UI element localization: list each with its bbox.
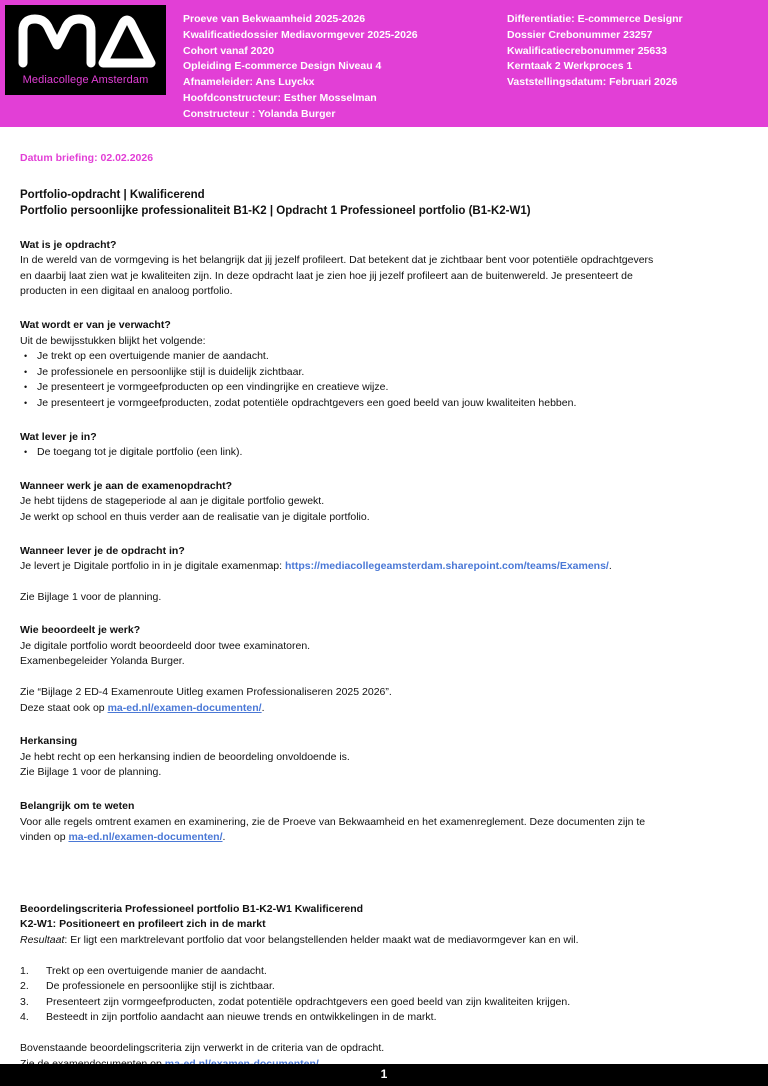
paragraph-line: producten in een digitaal en analoog portfolio.	[20, 285, 233, 298]
header-right-info	[507, 12, 683, 91]
list-number: 2.	[20, 980, 29, 993]
paragraph-line: In de wereld van de vormgeving is het belangrijk dat jij jezelf profileert. Dat betekent dat je zichtbaar bent voor potentiële opdrachtgevers	[20, 254, 654, 267]
document-body	[20, 151, 750, 1072]
section-heading: Wanneer lever je de opdracht in?	[20, 544, 185, 557]
text: .	[261, 701, 265, 714]
text: Je levert je Digitale portfolio in in je digitale examenmap:	[20, 560, 285, 573]
list-item: • Je presenteert je vormgeefproducten op een vindingrijke en creatieve wijze.	[20, 380, 750, 396]
assignment-title: Portfolio-opdracht | Kwalificerend	[20, 188, 205, 201]
paragraph-line: Zie “Bijlage 2 ED-4 Examenroute Uitleg examen Professionaliseren 2025 2026”.	[20, 686, 392, 699]
header-left-info	[183, 12, 418, 123]
section-heading: Herkansing	[20, 735, 78, 748]
mediacollege-logo	[5, 5, 166, 95]
list-number: 4.	[20, 1011, 29, 1024]
section-heading: Wat lever je in?	[20, 430, 97, 443]
list-text: Trekt op een overtuigende manier de aandacht.	[46, 964, 267, 977]
list-text: De professionele en persoonlijke stijl is zichtbaar.	[46, 980, 275, 993]
exam-documents-link[interactable]: ma-ed.nl/examen-documenten/	[68, 831, 223, 844]
section-heading: Wat is je opdracht?	[20, 238, 117, 251]
deliverables-list	[20, 445, 750, 461]
logo-text: Mediacollege Amsterdam	[22, 74, 149, 86]
paragraph-line: Zie Bijlage 1 voor de planning.	[20, 590, 162, 603]
header-right-line: Vaststellingsdatum: Februari 2026	[507, 76, 678, 89]
paragraph-line: Je digitale portfolio wordt beoordeeld door twee examinatoren.	[20, 639, 311, 652]
paragraph-line: Je werkt op school en thuis verder aan de realisatie van je digitale portfolio.	[20, 510, 370, 523]
text: Deze staat ook op	[20, 701, 108, 714]
briefing-date: Datum briefing: 02.02.2026	[20, 152, 154, 164]
paragraph-line: Examenbegeleider Yolanda Burger.	[20, 655, 185, 668]
list-item: • Je trekt op een overtuigende manier de aandacht.	[20, 349, 750, 365]
paragraph-line	[20, 701, 750, 717]
list-number: 3.	[20, 995, 29, 1008]
exam-documents-link[interactable]: ma-ed.nl/examen-documenten/	[107, 701, 262, 714]
list-item	[20, 964, 750, 980]
result-label: Resultaat	[20, 934, 65, 946]
header-left-line: Cohort vanaf 2020	[183, 44, 275, 57]
expectations-list	[20, 349, 750, 411]
header-right-line: Differentiatie: E-commerce Designr	[507, 13, 683, 25]
header-left-line: Constructeur : Yolanda Burger	[183, 107, 336, 120]
criteria-subheading: K2-W1: Positioneert en profileert zich in de markt	[20, 918, 266, 931]
paragraph-line: Je hebt recht op een herkansing indien de beoordeling onvoldoende is.	[20, 750, 350, 763]
page-number: 1	[380, 1067, 388, 1081]
paragraph-line: Uit de bewijsstukken blijkt het volgende:	[20, 334, 206, 347]
sharepoint-link[interactable]: https://mediacollegeamsterdam.sharepoint.com/teams/Examens/	[284, 560, 609, 573]
section-heading: Belangrijk om te weten	[20, 800, 135, 813]
criteria-heading: Beoordelingscriteria Professioneel portfolio B1-K2-W1 Kwalificerend	[20, 902, 364, 915]
header-left-line: Kwalificatiedossier Mediavormgever 2025-2026	[183, 28, 418, 41]
list-item	[20, 979, 750, 995]
text: : Er ligt een marktrelevant portfolio dat voor belangstellenden helder maakt wat de mediavormgever kan en wil.	[64, 934, 579, 946]
list-item: • De toegang tot je digitale portfolio (een link).	[20, 445, 750, 461]
section-heading: Wanneer werk je aan de examenopdracht?	[20, 479, 233, 492]
list-number: 1.	[20, 964, 29, 977]
header-right-line: Dossier Crebonummer 23257	[507, 28, 653, 41]
list-item	[20, 995, 750, 1011]
header-left-line: Hoofdconstructeur: Esther Mosselman	[183, 91, 377, 104]
paragraph-line	[20, 830, 750, 846]
section-heading: Wie beoordeelt je werk?	[20, 624, 141, 637]
paragraph-line	[20, 559, 750, 575]
text: vinden op	[20, 831, 69, 844]
assignment-subtitle: Portfolio persoonlijke professionaliteit B1-K2 | Opdracht 1 Professioneel portfolio (B1-K2-W1)	[20, 205, 531, 218]
document-header	[0, 0, 768, 127]
list-text: Besteedt in zijn portfolio aandacht aan nieuwe trends en ontwikkelingen in de markt.	[46, 1011, 437, 1024]
list-text: Presenteert zijn vormgeefproducten, zodat potentiële opdrachtgevers een goed beeld van zijn kwaliteiten krijgen.	[46, 995, 571, 1008]
list-item	[20, 1010, 750, 1026]
paragraph-line	[20, 933, 750, 949]
paragraph-line: Bovenstaande beoordelingscriteria zijn verwerkt in de criteria van de opdracht.	[20, 1041, 385, 1054]
section-heading: Wat wordt er van je verwacht?	[20, 318, 171, 331]
header-left-line: Opleiding E-commerce Design Niveau 4	[183, 60, 382, 73]
header-left-line: Proeve van Bekwaamheid 2025-2026	[183, 13, 366, 25]
header-left-line: Afnameleider: Ans Luyckx	[183, 76, 315, 89]
paragraph-line: Je hebt tijdens de stageperiode al aan je digitale portfolio gewekt.	[20, 495, 325, 508]
paragraph-line: Voor alle regels omtrent examen en examinering, zie de Proeve van Bekwaamheid en het examenreglement. Deze documenten zijn te	[20, 815, 646, 828]
header-right-line: Kerntaak 2 Werkproces 1	[507, 60, 633, 73]
criteria-list	[20, 964, 750, 1026]
text: .	[608, 560, 612, 573]
list-item: • Je professionele en persoonlijke stijl is duidelijk zichtbaar.	[20, 365, 750, 381]
list-item: • Je presenteert je vormgeefproducten, zodat potentiële opdrachtgevers een goed beeld van jouw kwaliteiten hebben.	[20, 396, 750, 412]
paragraph-line: en daarbij laat zien wat je kwaliteiten zijn. In deze opdracht laat je zien hoe jij jezelf profileert aan de buitenwereld. Je presenteert de	[20, 269, 633, 282]
page-footer	[0, 1064, 768, 1086]
header-right-line: Kwalificatiecrebonummer 25633	[507, 44, 667, 57]
paragraph-line: Zie Bijlage 1 voor de planning.	[20, 766, 162, 779]
text: .	[222, 831, 226, 844]
